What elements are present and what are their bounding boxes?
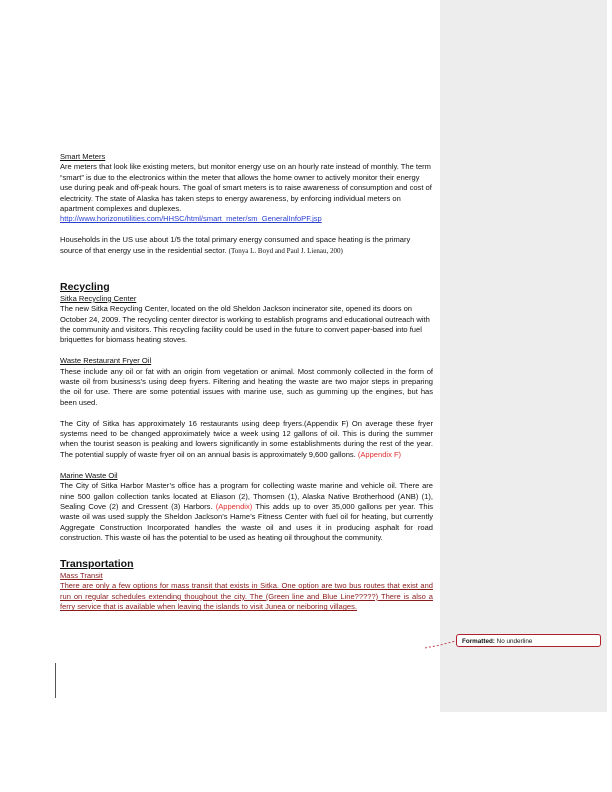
fryer-oil-text: The City of Sitka has approximately 16 restaurants using deep fryers.(Appendix F) On average these fryer systems need to be changed approximately twice a week using 12 gallons of oil. This is during the summer when the tourist season is peaking and lowers significantly in some establishments during the rest of the year. The potential supply of waste fryer oil on an annual basis is approximately 9,600 gallons. [60,418,433,459]
fryer-oil-heading: Waste Restaurant Fryer Oil [60,356,152,366]
transportation-heading: Transportation [60,557,134,570]
recycling-heading: Recycling [60,280,110,293]
recycling-center-heading: Sitka Recycling Center [60,293,137,303]
comment-balloon[interactable] [456,634,601,647]
citation: (Tonya L. Boyd and Paul J. Lienau, 200) [228,246,343,255]
smart-meter-link[interactable]: http://www.horizonutilities.com/HHSC/html/smart_meter/sm_GeneralInfoPF.jsp [60,214,322,224]
marine-text-b: This adds up to over 35,000 gallons per year. This waste oil was used supply the Sheldon Jackson’s Hame’s Fitness Center with fuel oil for heating, but currently Aggregate Construction Incorporated handles the waste oil and uses it in producing asphalt for road construction. This waste oil has the potential to be used as heating oil throughout the community. [60,501,433,543]
households-text: Households in the US use about 1/5 the total primary energy consumed and space heating is the primary source of that energy use in the residential sector. [60,235,411,255]
comment-text: No underline [494,638,533,645]
smart-meters-heading: Smart Meters [60,152,106,161]
smart-meters-paragraph: Are meters that look like existing meters, but monitor energy use on an hourly rate instead of monthly. The term “smart” is due to the electronics within the meter that allows the home owner to actively monitor their energy use during peak and off-peak hours. The goal of smart meters is to raise awareness of consumption and cost of electricity. The state of Alaska has taken steps to energy awareness, by enforcing individual meters on apartment complexes and duplexes. [60,162,432,214]
mass-transit-heading: Mass Transit [60,570,103,580]
fryer-oil-paragraph: These include any oil or fat with an origin from vegetation or animal. Most commonly collected in the form of waste oil from business’s using deep fryers. Filtering and heating the waste are two major steps in preparing the oil for use. There are some potential issues with marine use, such as gumming up the engines, but has been used. [60,366,433,407]
appendix-f-ref: (Appendix F) [357,449,402,459]
marine-text-a: The City of Sitka Harbor Master’s office has a program for collecting waste marine and vehicle oil. There are nine 500 gallon collection tanks located at Eliason (2), Thomsen (1), Alaska Native Brotherhood (ANB) (1), Sealing Cove (2) and Cressent (3) Harbors. [60,481,433,511]
mass-transit-paragraph: There are only a few options for mass transit that exists in Sitka. One option are two bus routes that exist and run on regular schedules extending thoughout the city. The (Green line and Blue Line?????) There is also a ferry service that is available when leaving the islands to visit Junea or neiboring villages. [60,581,433,612]
comment-label: Formatted: [462,638,495,645]
marine-oil-heading: Marine Waste Oil [60,470,118,480]
recycling-center-paragraph: The new Sitka Recycling Center, located on the old Sheldon Jackson incinerator site, opened its doors on October 24, 2009. The recycling center director is working to establish programs and educational outreach with the community and visitors. This recycling facility could be used in the future to convert paper-based into fuel briquettes for biomass heating stoves. [60,304,430,345]
appendix-ref: (Appendix) [215,501,253,511]
